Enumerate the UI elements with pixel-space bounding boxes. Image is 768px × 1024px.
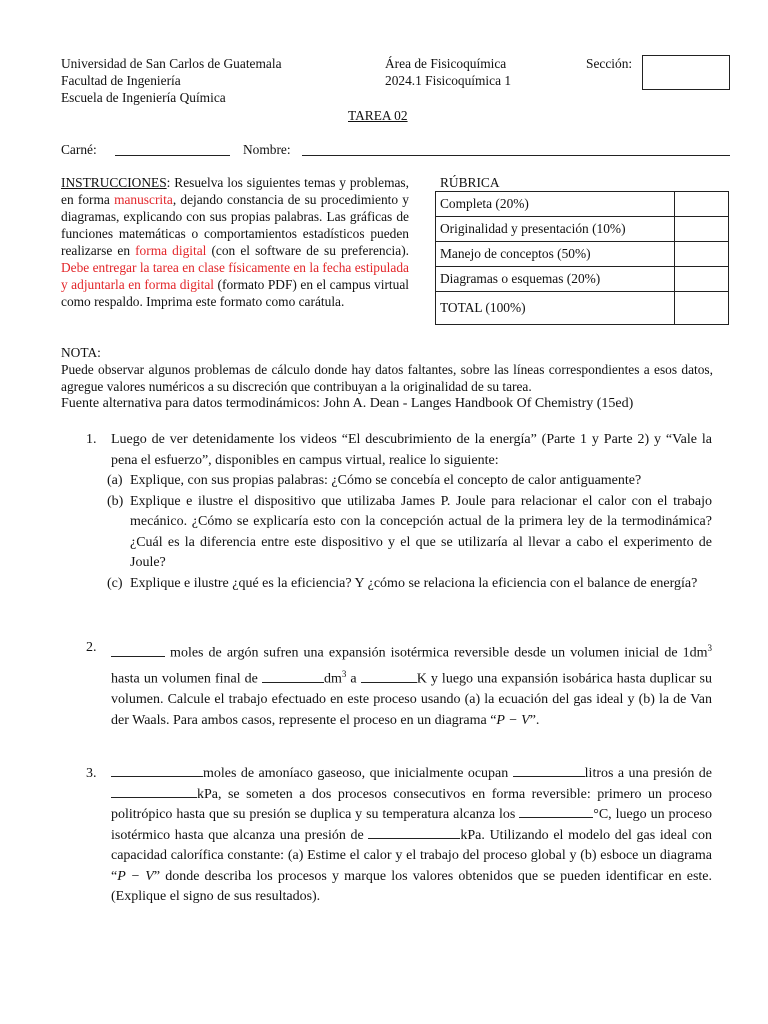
- rubric-row: [436, 242, 729, 267]
- math-expression: P − V: [117, 868, 154, 884]
- rubric-table: [435, 191, 729, 325]
- item-label: (c): [107, 575, 123, 591]
- carne-label: Carné:: [61, 142, 97, 157]
- rubric-criterion-total: TOTAL (100%): [436, 292, 675, 325]
- instructions-highlight-1: manuscrita: [114, 192, 173, 207]
- text: K y luego una expansión isobárica hasta duplicar su volumen. Calcule el trabajo efectuado en este proceso usando (a) la ecuación del gas ideal y (b) la de Van der Waals. Para ambos casos, represente el proceso en un diagrama “: [111, 671, 712, 728]
- text: hasta un volumen final de: [111, 671, 262, 687]
- question-number: 3.: [86, 766, 97, 781]
- question-1-intro: Luego de ver detenidamente los videos “El descubrimiento de la energía” (Parte 1 y Parte 2) y “Vale la pena el esfuerzo”, disponibles en campus virtual, realice lo siguiente:: [111, 432, 712, 468]
- rubric-criterion: Manejo de conceptos (50%): [436, 242, 675, 267]
- question-1-item-b: [107, 492, 712, 574]
- blank-field[interactable]: [519, 805, 593, 818]
- section-input-box[interactable]: [642, 55, 730, 90]
- rubric-row: [436, 267, 729, 292]
- section-label: Sección:: [586, 56, 633, 71]
- rubric-title: RÚBRICA: [440, 175, 500, 190]
- instructions-text-2: , dejando constancia de su procedimiento y diagramas, explicando con sus propias palabras. Las gráficas de funciones matemáticas o comportamientos estadísticos pueden realizarse en: [61, 192, 409, 258]
- blank-field[interactable]: [111, 785, 197, 798]
- rubric-score-cell[interactable]: [675, 242, 729, 267]
- question-2-text: [111, 638, 712, 731]
- math-expression: P − V: [496, 712, 530, 728]
- text: dm: [323, 671, 342, 687]
- rubric-criterion: Originalidad y presentación (10%): [436, 217, 675, 242]
- nombre-label: Nombre:: [243, 142, 291, 157]
- item-text: Explique e ilustre el dispositivo que utilizaba James P. Joule para relacionar el calor con el trabajo mecánico. ¿Cómo se explicaría esto con la concepción actual de la primera ley de la termodinámica? ¿Cuál es la diferencia entre este dispositivo y el que se utilizaría al llevar a cabo el experimento de Joule?: [130, 493, 712, 570]
- item-label: (b): [107, 493, 124, 509]
- blank-field[interactable]: [513, 764, 585, 777]
- area-name: Área de Fisicoquímica: [385, 56, 507, 71]
- instructions-text-1: : Resuelva los siguientes temas y problemas, en forma: [61, 175, 409, 207]
- text: ”.: [529, 712, 540, 728]
- blank-field[interactable]: [262, 670, 324, 683]
- question-2: [86, 638, 712, 731]
- note-block: [61, 344, 713, 412]
- note-label: NOTA:: [61, 345, 101, 360]
- school-name: Escuela de Ingeniería Química: [61, 90, 226, 105]
- rubric-row: [436, 217, 729, 242]
- question-number: 2.: [86, 640, 97, 655]
- note-source: Fuente alternativa para datos termodinámicos: John A. Dean - Langes Handbook Of Chemistry (15ed): [61, 396, 634, 411]
- text: °C, luego un proceso isotérmico hasta que alcanza una presión de: [111, 807, 713, 843]
- blank-field[interactable]: [368, 826, 460, 839]
- university-name: Universidad de San Carlos de Guatemala: [61, 56, 282, 71]
- item-text: Explique e ilustre ¿qué es la eficiencia? Y ¿cómo se relaciona la eficiencia con el balance de energía?: [130, 575, 698, 591]
- course-name: 2024.1 Fisicoquímica 1: [385, 73, 512, 88]
- rubric-score-cell[interactable]: [675, 192, 729, 217]
- text: a: [346, 671, 361, 687]
- rubric-criterion: Diagramas o esquemas (20%): [436, 267, 675, 292]
- question-1-item-c: [107, 574, 712, 595]
- rubric-score-cell[interactable]: [675, 267, 729, 292]
- question-3: [86, 764, 712, 908]
- item-label: (a): [107, 473, 123, 488]
- rubric-score-cell[interactable]: [675, 217, 729, 242]
- superscript: 3: [341, 669, 347, 680]
- rubric-score-cell[interactable]: [675, 292, 729, 325]
- blank-field[interactable]: [361, 670, 417, 683]
- header-left: [61, 55, 282, 106]
- rubric-row: [436, 292, 729, 325]
- instructions-paragraph: [61, 174, 409, 310]
- superscript: 3: [707, 643, 712, 653]
- question-3-text: [111, 764, 712, 908]
- blank-field[interactable]: [111, 764, 203, 777]
- text: moles de amoníaco gaseoso, que inicialmente ocupan: [203, 766, 513, 781]
- text: kPa. Utilizando el modelo del gas ideal con capacidad calorífica constante: (a) Estime el calor y el trabajo del proceso global y (b) esboce un diagrama “: [111, 827, 712, 884]
- instructions-text-4: (formato PDF) en el campus virtual como respaldo. Imprima este formato como carátula.: [61, 277, 410, 309]
- rubric-criterion: Completa (20%): [436, 192, 675, 217]
- question-1-item-a: [107, 471, 712, 492]
- faculty-name: Facultad de Ingeniería: [61, 73, 181, 88]
- blank-field[interactable]: [111, 644, 165, 657]
- header-middle: [385, 55, 511, 89]
- nombre-field[interactable]: [302, 142, 730, 156]
- instructions-highlight-2: forma digital: [135, 243, 207, 258]
- text: ” donde describa los procesos y marque los valores obtenidos que se pueden identificar en este. (Explique el signo de sus resultados).: [111, 868, 712, 904]
- question-1: [86, 430, 712, 594]
- instructions-highlight-3: Debe entregar la tarea en clase físicamente en la fecha estipulada y adjuntarla en forma digital: [61, 260, 409, 292]
- rubric-row: [436, 192, 729, 217]
- text: kPa, se someten a dos procesos consecutivos en forma reversible: primero un proceso politrópico hasta que su presión se duplica y su temperatura alcanza los: [111, 786, 712, 822]
- text: moles de argón sufren una expansión isotérmica reversible desde un volumen inicial de 1dm: [165, 645, 708, 661]
- text: litros a una presión de: [584, 766, 712, 781]
- note-text: Puede observar algunos problemas de cálculo donde hay datos faltantes, sobre las líneas correspondientes a esos datos, agregue valores numéricos a su discreción que contribuyan a la originalidad de su tarea.: [61, 362, 713, 394]
- question-number: 1.: [86, 432, 97, 447]
- instructions-label: INSTRUCCIONES: [61, 175, 167, 190]
- item-text: Explique, con sus propias palabras: ¿Cómo se concebía el concepto de calor antiguamente?: [130, 473, 642, 488]
- page-title: TAREA 02: [348, 108, 408, 123]
- carne-field[interactable]: [115, 142, 230, 156]
- instructions-text-3: (con el software de su preferencia).: [206, 243, 409, 258]
